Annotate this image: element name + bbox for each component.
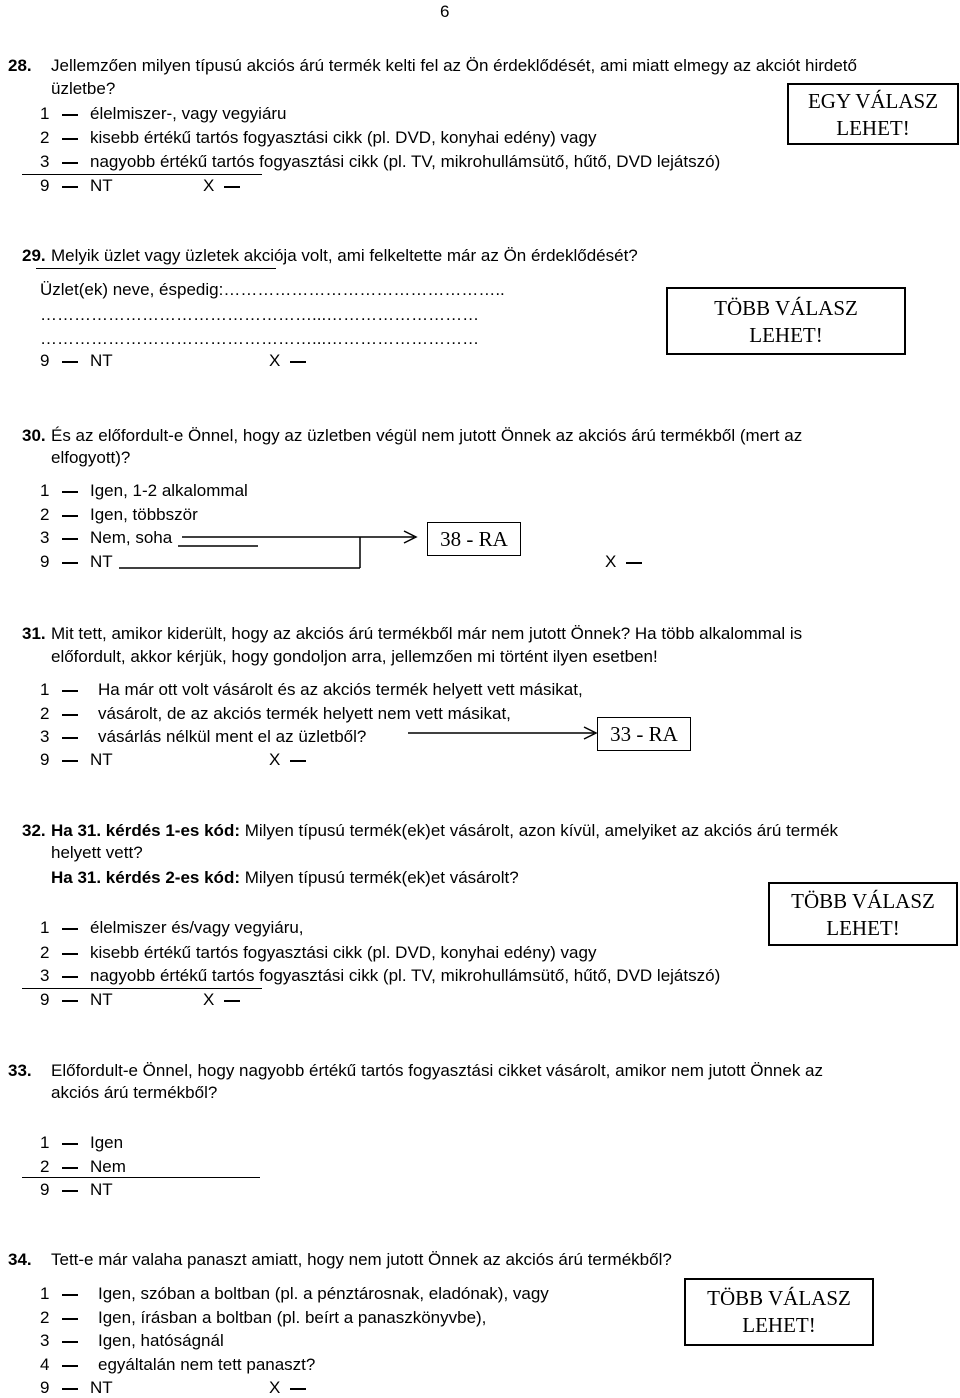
instruction-box: EGY VÁLASZ LEHET! xyxy=(787,83,959,145)
question-number: 28. xyxy=(8,56,32,75)
option-x[interactable]: X xyxy=(605,552,654,572)
option-9[interactable]: 9 NT xyxy=(40,990,113,1009)
instruction-box: TÖBB VÁLASZ LEHET! xyxy=(666,287,906,355)
question-text: És az előfordult-e Önnel, hogy az üzletben végül nem jutott Önnek az akciós árú termékből (mert az xyxy=(51,426,803,445)
option-9[interactable]: 9 NT xyxy=(40,351,113,370)
option-2[interactable]: 2 Nem xyxy=(40,1157,126,1176)
question-text-cont: elfogyott)? xyxy=(51,448,131,467)
question-number: 33. xyxy=(8,1061,32,1080)
option-2[interactable]: 2 kisebb értékű tartós fogyasztási cikk (pl. DVD, konyhai edény) vagy xyxy=(40,943,597,962)
question-text: Előfordult-e Önnel, hogy nagyobb értékű tartós fogyasztási cikket vásárolt, amikor nem jutott Önnek az xyxy=(51,1061,823,1080)
option-1[interactable]: 1 Igen, szóban a boltban (pl. a pénztárosnak, eladónak), vagy xyxy=(40,1284,549,1303)
question-text: Mit tett, amikor kiderült, hogy az akciós árú termékből már nem jutott Önnek? Ha több alkalommal is xyxy=(51,624,803,643)
question-text-alt: Ha 31. kérdés 2-es kód: Milyen típusú termék(ek)et vásárolt? xyxy=(51,868,519,887)
skip-arrow xyxy=(0,0,960,600)
skip-to-box: 33 - RA xyxy=(597,717,691,751)
option-3[interactable]: 3 nagyobb értékű tartós fogyasztási cikk (pl. TV, mikrohullámsütő, hűtő, DVD lejátszó) xyxy=(40,966,721,985)
question-number: 31. xyxy=(22,624,46,643)
question-text-cont: előfordult, akkor kérjük, hogy gondoljon arra, jellemzően mi történt ilyen esetben! xyxy=(51,647,658,666)
option-x[interactable]: X xyxy=(269,1378,318,1398)
option-1[interactable]: 1 Ha már ott volt vásárolt és az akciós termék helyett vett másikat, xyxy=(40,680,583,699)
question-text-cont: helyett vett? xyxy=(51,843,143,862)
page-number: 6 xyxy=(440,2,450,21)
option-2[interactable]: 2 Igen, írásban a boltban (pl. beírt a panaszkönyvbe), xyxy=(40,1308,487,1327)
option-x[interactable]: X xyxy=(203,176,252,196)
store-name-line-2[interactable]: …………………………………………...……………………… xyxy=(40,305,480,324)
skip-arrow xyxy=(0,700,960,760)
option-9[interactable]: 9 NT xyxy=(40,176,113,195)
option-3[interactable]: 3 Igen, hatóságnál xyxy=(40,1331,224,1350)
option-2[interactable]: 2 Igen, többször xyxy=(40,505,198,524)
store-name-line-3[interactable]: …………………………………………...……………………… xyxy=(40,329,480,348)
option-1[interactable]: 1 Igen, 1-2 alkalommal xyxy=(40,481,248,500)
instruction-box: TÖBB VÁLASZ LEHET! xyxy=(684,1278,874,1346)
separator-line xyxy=(22,1177,260,1178)
option-2[interactable]: 2 kisebb értékű tartós fogyasztási cikk (pl. DVD, konyhai edény) vagy xyxy=(40,128,597,147)
question-number: 32. xyxy=(22,821,46,840)
option-1[interactable]: 1 élelmiszer-, vagy vegyiáru xyxy=(40,104,287,123)
option-x[interactable]: X xyxy=(269,750,318,770)
question-text-cont: üzletbe? xyxy=(51,79,116,98)
option-3[interactable]: 3 nagyobb értékű tartós fogyasztási cikk (pl. TV, mikrohullámsütő, hűtő, DVD lejátszó) xyxy=(40,152,721,171)
option-x[interactable]: X xyxy=(203,990,252,1010)
option-1[interactable]: 1 Igen xyxy=(40,1133,124,1152)
store-name-field[interactable]: Üzlet(ek) neve, éspedig:………………………………………….. xyxy=(40,280,505,299)
question-text: Jellemzően milyen típusú akciós árú termék kelti fel az Ön érdeklődését, ami miatt elmegy az akciót hirdető xyxy=(51,56,857,75)
separator-line xyxy=(22,988,262,989)
skip-to-box: 38 - RA xyxy=(427,522,521,556)
option-4[interactable]: 4 egyáltalán nem tett panaszt? xyxy=(40,1355,316,1374)
question-text: Tett-e már valaha panaszt amiatt, hogy nem jutott Önnek az akciós árú termékből? xyxy=(51,1250,672,1269)
option-3[interactable]: 3 Nem, soha xyxy=(40,528,173,547)
question-number: 34. xyxy=(8,1250,32,1269)
question-text: Ha 31. kérdés 1-es kód: Milyen típusú termék(ek)et vásárolt, azon kívül, amelyiket az akciós árú termék xyxy=(51,821,839,840)
option-9[interactable]: 9 NT xyxy=(40,1378,113,1397)
option-1[interactable]: 1 élelmiszer és/vagy vegyiáru, xyxy=(40,918,304,937)
option-2[interactable]: 2 vásárolt, de az akciós termék helyett nem vett másikat, xyxy=(40,704,511,723)
option-x[interactable]: X xyxy=(269,351,318,371)
option-9[interactable]: 9 NT xyxy=(40,750,113,769)
question-text-cont: akciós árú termékből? xyxy=(51,1083,218,1102)
option-9[interactable]: 9 NT xyxy=(40,552,113,571)
question-number: 30. xyxy=(22,426,46,445)
question-number: 29. xyxy=(22,246,46,265)
option-9[interactable]: 9 NT xyxy=(40,1180,113,1199)
option-3[interactable]: 3 vásárlás nélkül ment el az üzletből? xyxy=(40,727,367,746)
question-text: Melyik üzlet vagy üzletek akciója volt, ami felkeltette már az Ön érdeklődését? xyxy=(51,246,638,265)
instruction-box: TÖBB VÁLASZ LEHET! xyxy=(768,882,958,946)
